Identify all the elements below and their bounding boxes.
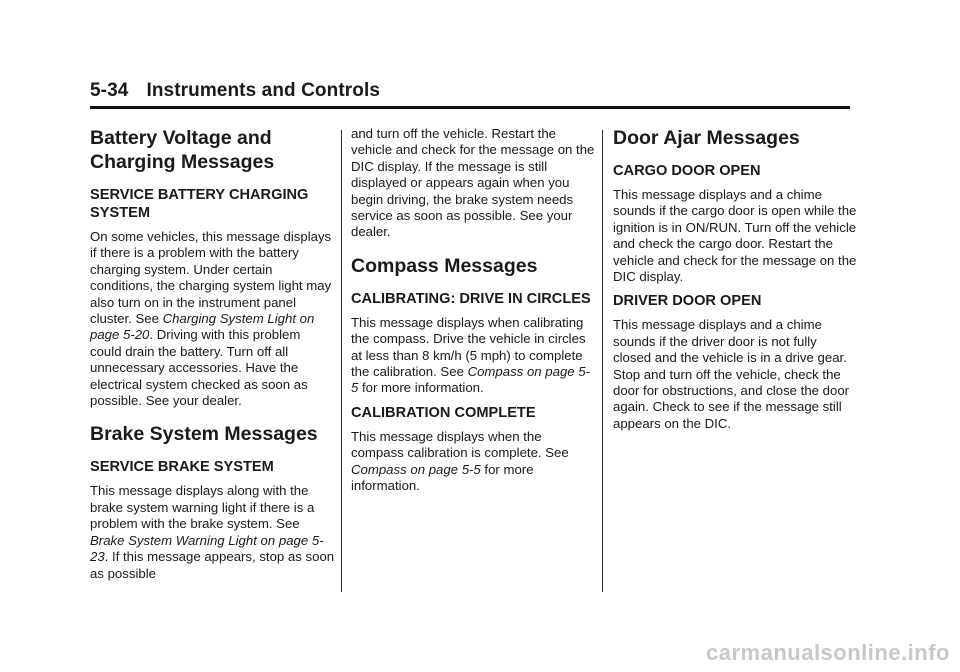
calibrating-text-1: This message displays when calibrating the compass. Drive the vehicle in circles at less than 8 km/h (5 mph) to complete the calibration. See <box>351 314 586 380</box>
calibrating-text-2: for more information. <box>358 380 484 396</box>
compass-reference[interactable]: Compass on page 5-5 <box>351 461 481 477</box>
column-divider <box>602 130 603 592</box>
battery-section-title: Battery Voltage and Charging Messages <box>90 127 275 173</box>
service-brake-heading: SERVICE BRAKE SYSTEM <box>90 459 274 476</box>
column-3 <box>613 126 858 432</box>
column-1 <box>90 126 335 582</box>
service-battery-text-2: . Driving with this problem could drain the battery. Turn off all unnecessary accessories. Have the electrical system checked as soon as possible. See your dealer. <box>90 327 308 409</box>
calibrating-paragraph <box>351 315 596 397</box>
cargo-door-paragraph: This message displays and a chime sounds if the cargo door is open while the ignition is in ON/RUN. Turn off the vehicle and check the cargo door. Restart the vehicle and check for the message on the DIC display. <box>613 187 857 285</box>
brake-continued-paragraph: and turn off the vehicle. Restart the vehicle and check for the message on the DIC display. If the message is still displayed or appears again when you begin driving, the brake system needs service as soon as possible. See your dealer. <box>351 126 595 240</box>
section-title: Instruments and Controls <box>146 80 381 101</box>
service-battery-paragraph <box>90 229 335 409</box>
header-text <box>90 80 850 102</box>
column-2 <box>351 126 596 495</box>
column-divider <box>341 130 342 592</box>
calibration-complete-heading: CALIBRATION COMPLETE <box>351 404 536 421</box>
compass-reference[interactable]: Compass on page 5-5 <box>351 364 591 396</box>
driver-door-paragraph: This message displays and a chime sounds if the driver door is not fully closed and the vehicle is in a drive gear. Stop and turn off the vehicle, check the door for obstructions, and close the door again. Check to see if the message still appears on the DIC. <box>613 317 850 431</box>
watermark: carmanualsonline.info <box>706 640 950 665</box>
driver-door-heading: DRIVER DOOR OPEN <box>613 293 762 310</box>
complete-text-1: This message displays when the compass calibration is complete. See <box>351 428 569 461</box>
cargo-door-heading: CARGO DOOR OPEN <box>613 163 761 179</box>
header-rule <box>90 106 850 109</box>
calibrating-heading: CALIBRATING: DRIVE IN CIRCLES <box>351 290 591 307</box>
calibration-complete-paragraph <box>351 429 596 495</box>
service-battery-text-1: On some vehicles, this message displays if there is a problem with the battery charging system. Under certain conditions, the charging system light may also turn on in the instrument panel cluster. See <box>90 229 332 327</box>
brake-warning-reference[interactable]: Brake System Warning Light on page 5-23 <box>90 532 324 565</box>
page-number: 5-34 <box>90 80 129 101</box>
service-brake-paragraph <box>90 483 335 581</box>
service-brake-text-2: . If this message appears, stop as soon as possible <box>90 549 335 581</box>
page-header <box>90 80 850 102</box>
service-battery-heading: SERVICE BATTERY CHARGING SYSTEM <box>90 187 309 221</box>
compass-section-title: Compass Messages <box>351 254 538 277</box>
door-ajar-section-title: Door Ajar Messages <box>613 127 800 149</box>
brake-section-title: Brake System Messages <box>90 423 318 446</box>
complete-text-2: for more information. <box>351 461 534 494</box>
service-brake-text-1: This message displays along with the brake system warning light if there is a problem with the brake system. See <box>90 483 315 532</box>
charging-light-reference[interactable]: Charging System Light on page 5-20 <box>90 311 315 343</box>
